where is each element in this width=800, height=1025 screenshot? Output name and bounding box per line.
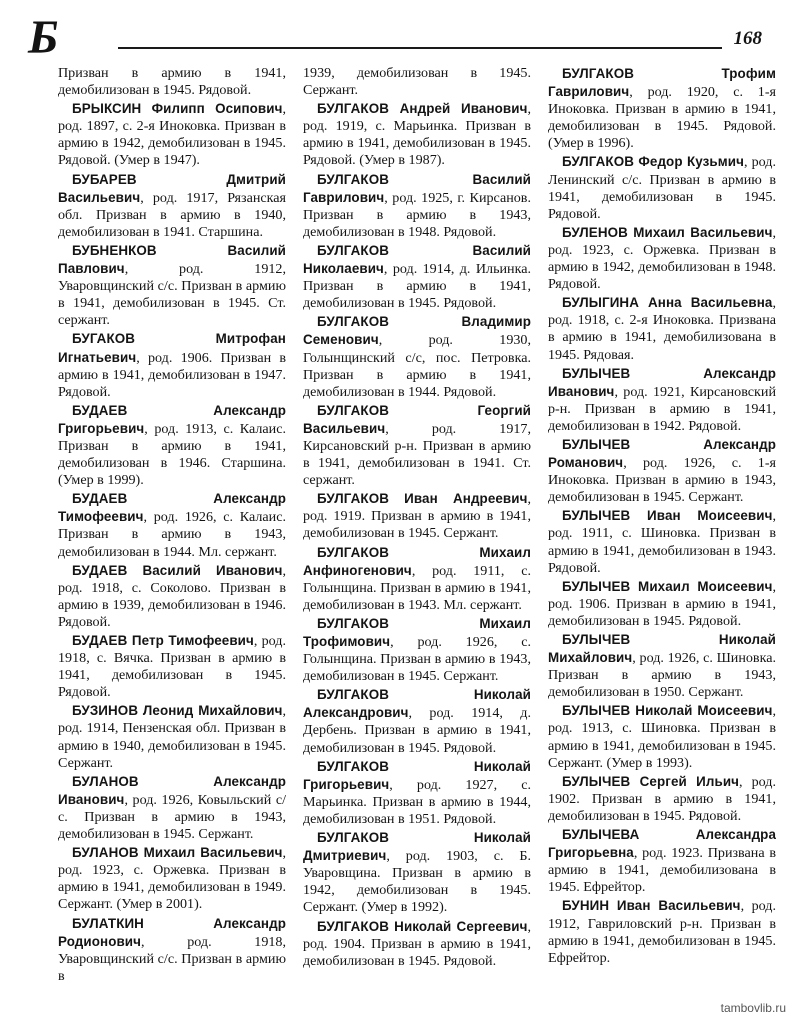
entry-name: БУЛГАКОВ Георгий Васильевич — [303, 402, 531, 436]
entry-name: БУЛЫЧЕВ Александр Иванович — [548, 365, 776, 399]
entry-text: , род. 1923, с. Оржевка. Призван в армию в 1941, демобилизован в 1949. Сержант. (Умер в 2001). — [58, 845, 286, 913]
entry-text: , род. 1914, д. Дербень. Призван в армию в 1941, демобилизован в 1945. Рядовой. — [303, 705, 531, 756]
entry-name: БУЛГАКОВ Михаил Анфиногенович — [303, 544, 531, 578]
entry-name: БУЛГАКОВ Василий Гаврилович — [303, 171, 531, 205]
entry-text: , род. 1912, Гавриловский р-н. Призван в армию в 1941, демобилизован в 1945. Ефрейтор. — [548, 898, 776, 966]
entry — [303, 100, 531, 169]
entry — [303, 918, 531, 970]
entry-text: , род. 1904. Призван в армию в 1941, демобилизован в 1945. Рядовой. — [303, 918, 531, 969]
column-3 — [548, 65, 776, 1000]
entry-text: , род. 1927, с. Марьинка. Призван в армию в 1944, демобилизован в 1951. Рядовой. — [303, 776, 531, 827]
entry-name: БУБАРЕВ Дмитрий Васильевич — [58, 171, 286, 205]
entry-text: , род. Ленинский с/с. Призван в армию в 1941, демобилизован в 1945. Рядовой. — [548, 154, 776, 222]
entry — [58, 844, 286, 913]
entry-text: , род. 1923. Призвана в армию в 1941, демобилизована в 1945. Ефрейтор. — [548, 845, 776, 896]
entry — [303, 829, 531, 916]
entry-name: БУЛГАКОВ Андрей Иванович — [317, 101, 528, 117]
entry — [548, 578, 776, 630]
entry-name: БУНИН Иван Васильевич — [562, 898, 741, 914]
entry-name: БУГАКОВ Митрофан Игнатьевич — [58, 331, 286, 365]
entry-name: БУЛЫЧЕВА Александра Григорьевна — [548, 827, 776, 861]
entry-name: БУЛГАКОВ Трофим Гаврилович — [548, 66, 776, 100]
entry — [303, 686, 531, 756]
entry — [548, 224, 776, 293]
entry — [303, 544, 531, 614]
entry — [58, 242, 286, 329]
entry-text: Призван в армию в 1941, демобилизован в 1945. Рядовой. — [58, 65, 286, 99]
entry-name: БУДАЕВ Александр Тимофеевич — [58, 491, 286, 525]
entry-name: БУДАЕВ Василий Иванович — [72, 562, 283, 578]
entry-name: БУЛГАКОВ Николай Сергеевич — [317, 918, 528, 934]
entry-name: БУЛГАКОВ Николай Александрович — [303, 687, 531, 721]
entry-name: БРЫКСИН Филипп Осипович — [72, 101, 283, 117]
entry — [548, 702, 776, 771]
entry-text: , род. 1926, с. Шиновка. Призван в армию в 1943, демобилизован в 1950. Сержант. — [548, 650, 776, 701]
entry-text: , род. 1914, д. Ильинка. Призван в армию в 1941, демобилизован в 1945. Рядовой. — [303, 261, 531, 312]
entry-name: БУДАЕВ Петр Тимофеевич — [72, 633, 254, 648]
entry-name: БУЛЕНОВ Михаил Васильевич — [562, 224, 773, 240]
entry-name: БУЛЫЧЕВ Николай Михайлович — [548, 632, 776, 666]
page-number: 168 — [733, 28, 762, 49]
entry — [303, 758, 531, 828]
entry — [58, 171, 286, 241]
entry — [548, 365, 776, 435]
entry — [548, 507, 776, 576]
entry-text: , род. 1925, г. Кирсанов. Призван в армию в 1943, демобилизован в 1948. Рядовой. — [303, 189, 531, 240]
entry-text: , род. 1918, Уваровщинский с/с. Призван в армию в — [58, 933, 286, 984]
entry-text: , род. 1923, с. Оржевка. Призван в армию в 1942, демобилизован в 1948. Рядовой. — [548, 224, 776, 293]
entry-text: , род. 1919, с. Марьинка. Призван в армию в 1941, демобилизован в 1945. Рядовой. (Умер в 1987). — [303, 101, 531, 169]
entry-continuation — [303, 65, 531, 99]
entry-text: , род. 1903, с. Б. Уваровщина. Призван в армию в 1942, демобилизован в 1945. Сержант. (Умер в 1992). — [303, 848, 531, 916]
entry-text: , род. 1917, Кирсановский р-н. Призван в армию в 1941, демобилизован в 1941. Ст. сержант. — [303, 420, 531, 489]
entry — [548, 631, 776, 701]
entry — [548, 436, 776, 506]
entry-text: , род. 1918, с. 2-я Иноковка. Призвана в армию в 1941, демобилизована в 1945. Рядовая. — [548, 295, 776, 363]
entry-name: БУЛЫЧЕВ Сергей Ильич — [562, 773, 740, 789]
entry-name: БУЛГАКОВ Иван Андреевич — [317, 491, 528, 507]
entry-text: , род. 1926, с. 1-я Иноковка. Призван в армию в 1943, демобилизован в 1945. Сержант. — [548, 455, 776, 506]
entry — [58, 330, 286, 400]
entry — [58, 915, 286, 985]
column-1 — [58, 65, 286, 1000]
entry-name: БУЛАНОВ Александр Иванович — [58, 773, 286, 807]
entry-name: БУЛГАКОВ Федор Кузьмич — [562, 154, 744, 170]
entry-text: , род. 1919. Призван в армию в 1941, демобилизован в 1945. Сержант. — [303, 491, 531, 542]
entry-text: , род. 1921, Кирсановский р-н. Призван в армию в 1941, демобилизован в 1942. Рядовой. — [548, 383, 776, 434]
entry-name: БУЛЫЧЕВ Николай Моисеевич — [562, 703, 773, 719]
section-letter: Б — [28, 11, 59, 64]
entry-name: БУЛЫЧЕВ Александр Романович — [548, 436, 776, 471]
entry — [58, 100, 286, 169]
entry-name: БУЛЫЧЕВ Михаил Моисеевич — [562, 578, 773, 594]
entry-name: БУЗИНОВ Леонид Михайлович — [72, 703, 283, 719]
entry-text: , род. 1911, с. Голынщина. Призван в армию в 1941, демобилизован в 1943. Мл. сержант. — [303, 562, 531, 613]
entry-text: 1939, демобилизован в 1945. Сержант. — [303, 65, 531, 99]
entry-text: , род. 1926, с. Голынщина. Призван в армию в 1943, демобилизован в 1945. Сержант. — [303, 634, 531, 685]
entry-text: , род. 1918, с. Соколово. Призван в армию в 1939, демобилизован в 1946. Рядовой. — [58, 562, 286, 630]
entry — [303, 171, 531, 241]
entry — [303, 313, 531, 400]
entry — [303, 490, 531, 542]
entry — [58, 402, 286, 489]
entry-name: БУЛГАКОВ Николай Дмитриевич — [303, 830, 531, 864]
entry — [58, 702, 286, 771]
entry-text: , род. 1902. Призван в армию в 1941, демобилизован в 1945. Рядовой. — [548, 773, 776, 824]
entry — [58, 632, 286, 701]
entry-text: , род. 1906. Призван в армию в 1941, демобилизован в 1945. Рядовой. — [548, 578, 776, 629]
entry-text: , род. 1912, Уваровщинский с/с. Призван в армию в 1941, демобилизован в 1945. Ст. сержант. — [58, 261, 286, 329]
entry-name: БУЛЫГИНА Анна Васильевна — [562, 295, 773, 311]
entry-text: , род. 1926, Ковыльский с/с. Призван в армию в 1943, демобилизован в 1945. Сержант. — [58, 791, 286, 843]
entry-continuation — [58, 65, 286, 99]
entry-text: , род. 1897, с. 2-я Иноковка. Призван в армию в 1942, демобилизован в 1945. Рядовой. (Умер в 1947). — [58, 101, 286, 169]
entry — [58, 773, 286, 843]
entry-name: БУЛАТКИН Александр Родионович — [58, 915, 286, 949]
entry-name: БУЛЫЧЕВ Иван Моисеевич — [562, 508, 773, 524]
entry — [58, 562, 286, 631]
entry-name: БУЛАНОВ Михаил Васильевич — [72, 845, 283, 861]
entry-text: , род. 1920, с. 1-я Иноковка. Призван в армию в 1941, демобилизован в 1945. Рядовой. (Умер в 1996). — [548, 84, 776, 152]
entry-name: БУЛГАКОВ Михаил Трофимович — [303, 615, 531, 649]
entry — [548, 153, 776, 222]
entry — [303, 615, 531, 685]
column-2 — [303, 65, 531, 1000]
entry — [303, 242, 531, 312]
page-header — [0, 0, 800, 64]
entry-name: БУБНЕНКОВ Василий Павлович — [58, 242, 286, 277]
header-rule — [118, 47, 722, 49]
entry-text: , род. 1930, Голынщинский с/с, пос. Петровка. Призван в армию в 1941, демобилизован в 1944. Рядовой. — [303, 332, 531, 400]
entry-name: БУЛГАКОВ Николай Григорьевич — [303, 758, 531, 792]
entry-name: БУДАЕВ Александр Григорьевич — [58, 402, 286, 436]
entry — [548, 294, 776, 363]
entry-name: БУЛГАКОВ Владимир Семенович — [303, 314, 531, 348]
entry-name: БУЛГАКОВ Василий Николаевич — [303, 242, 531, 277]
site-watermark: tambovlib.ru — [720, 1001, 786, 1015]
entry-text: , род. 1914, Пензенская обл. Призван в армию в 1940, демобилизован в 1945. Сержант. — [58, 703, 286, 771]
entry — [548, 773, 776, 825]
entry — [303, 402, 531, 489]
entry — [548, 826, 776, 896]
text-columns — [58, 65, 776, 1000]
entry — [58, 490, 286, 560]
entry-text: , род. 1906. Призван в армию в 1941, демобилизован в 1947. Рядовой. — [58, 349, 286, 400]
entry-text: , род. 1926, с. Калаис. Призван в армию в 1943, демобилизован в 1944. Мл. сержант. — [58, 509, 286, 560]
entry-text: , род. 1911, с. Шиновка. Призван в армию в 1941, демобилизован в 1943. Рядовой. — [548, 508, 776, 576]
entry-text: , род. 1913, с. Калаис. Призван в армию в 1941, демобилизован в 1946. Старшина. (Умер в 1999). — [58, 420, 286, 489]
entry — [548, 897, 776, 966]
entry-text: , род. 1917, Рязанская обл. Призван в армию в 1940, демобилизован в 1941. Старшина. — [58, 189, 286, 240]
entry-text: , род. 1913, с. Шиновка. Призван в армию в 1941, демобилизован в 1945. Сержант. (Умер в 1993). — [548, 703, 776, 771]
entry-text: , род. 1918, с. Вячка. Призван в армию в 1941, демобилизован в 1945. Рядовой. — [58, 633, 286, 701]
entry — [548, 65, 776, 152]
